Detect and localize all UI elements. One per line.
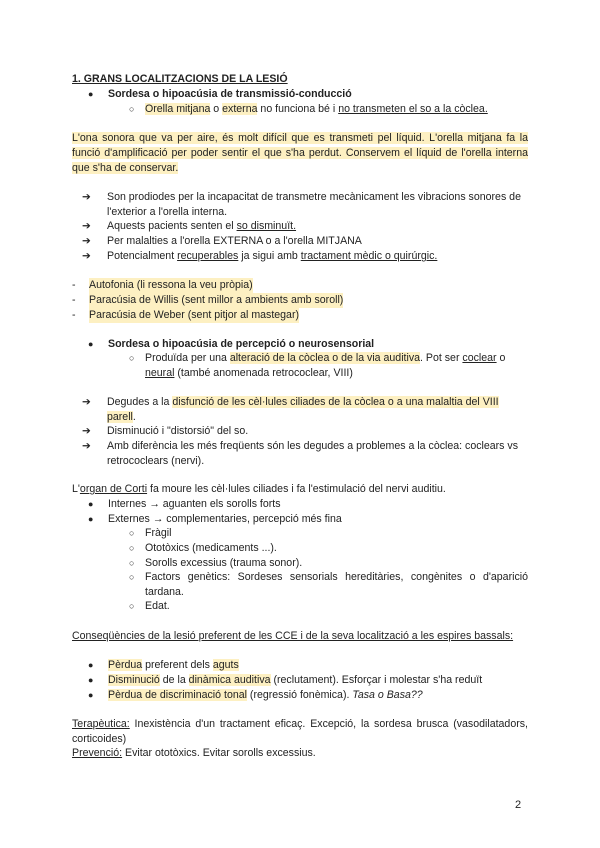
bullet-icon: ● [88, 89, 94, 99]
arrow-item: ➔ Per malalties a l'orella EXTERNA o a l'orella MITJANA [82, 235, 362, 247]
list-item: ○ Produïda per una alteració de la còclea o de la via auditiva. Pot ser coclear o neural (també anomenada retrococlear, VIII) [129, 352, 506, 379]
arrow-item: ➔ Degudes a la disfunció de les cèl·lules ciliades de la còclea o a una malaltia del VIII parell. [82, 396, 499, 423]
list-item: - Autofonia (li ressona la veu pròpia) [72, 279, 253, 291]
arrow-item: ➔ Disminució i "distorsió" del so. [82, 425, 249, 437]
list-item: ○ Fràgil [129, 527, 172, 539]
list-item: ○ Orella mitjana o externa no funciona bé i no transmeten el so a la còclea. [129, 103, 488, 115]
bullet-icon: ● [88, 675, 94, 685]
prevention-paragraph: Prevenció: Evitar ototòxics. Evitar sorolls excessius. [72, 747, 316, 759]
list-item: ● Internes → aguanten els sorolls forts [88, 498, 281, 510]
list-item: ● Disminució de la dinàmica auditiva (reclutament). Esforçar i molestar s'ha reduït [88, 674, 483, 686]
paragraph: L'ona sonora que va per aire, és molt difícil que es transmeti pel líquid. L'orella mitjana fa la funció d'amplificació per poder sentir el que s'ha perdut. Conservem el líquid de l'orella interna que s'ha de conservar. [72, 132, 528, 174]
arrow-item: ➔ Aquests pacients senten el so disminuït. [82, 220, 297, 232]
list-item: ○ Edat. [129, 600, 170, 612]
arrow-icon: ➔ [82, 220, 91, 232]
circle-bullet-icon: ○ [129, 558, 135, 568]
list-item: ● Pèrdua preferent dels aguts [88, 659, 239, 671]
circle-bullet-icon: ○ [129, 543, 135, 553]
circle-bullet-icon: ○ [129, 528, 135, 538]
list-item: - Paracúsia de Weber (sent pitjor al mastegar) [72, 309, 300, 321]
list-item: ○ Sorolls excessius (trauma sonor). [129, 557, 303, 569]
circle-bullet-icon: ○ [129, 601, 135, 611]
list-item: ● Pèrdua de discriminació tonal (regressió fonèmica). Tasa o Basa?? [88, 689, 423, 701]
arrow-icon: ➔ [82, 440, 91, 452]
bullet-icon: ● [88, 339, 94, 349]
arrow-icon: ➔ [82, 191, 91, 203]
circle-bullet-icon: ○ [129, 104, 135, 114]
list-item: ○ Factors genètics: Sordeses sensorials hereditàries, congènites o d'aparició tardana. [129, 571, 528, 598]
dash-icon: - [72, 294, 76, 306]
bullet-icon: ● [88, 690, 94, 700]
bullet-icon: ● [88, 499, 94, 509]
list-item: ● Sordesa o hipoacúsia de transmissió-conducció [88, 88, 352, 100]
arrow-item: ➔ Amb diferència les més freqüents són les degudes a problemes a la còclea: coclears vs retrococlears (nervi). [82, 440, 519, 467]
bullet-icon: ● [88, 514, 94, 524]
list-item: ○ Ototòxics (medicaments ...). [129, 542, 277, 554]
list-item: ● Externes → complementaries, percepció més fina [88, 513, 342, 525]
dash-icon: - [72, 279, 76, 291]
list-item: - Paracúsia de Willis (sent millor a ambients amb soroll) [72, 294, 344, 306]
arrow-item: ➔ Potencialment recuperables ja sigui amb tractament mèdic o quirúrgic. [82, 250, 438, 262]
arrow-icon: ➔ [82, 425, 91, 437]
therapy-paragraph: Terapèutica: Inexistència d'un tractament eficaç. Excepció, la sordesa brusca (vasodilatadors, corticoides) [72, 718, 528, 745]
arrow-icon: ➔ [82, 250, 91, 262]
circle-bullet-icon: ○ [129, 572, 135, 582]
paragraph: L'organ de Corti fa moure les cèl·lules ciliades i fa l'estimulació del nervi auditiu. [72, 483, 446, 495]
consequences-heading: Conseqüències de la lesió preferent de les CCE i de la seva localització a les espires bassals: [72, 630, 514, 642]
page-number: 2 [515, 799, 522, 811]
arrow-icon: ➔ [82, 235, 91, 247]
arrow-icon: ➔ [82, 396, 91, 408]
bullet-icon: ● [88, 660, 94, 670]
arrow-item: ➔ Son prodiodes per la incapacitat de transmetre mecànicament les vibracions sonores de l'exterior a l'orella interna. [82, 191, 521, 218]
section-heading: 1. GRANS LOCALITZACIONS DE LA LESIÓ [72, 73, 288, 85]
list-item: ● Sordesa o hipoacúsia de percepció o neurosensorial [88, 338, 375, 350]
circle-bullet-icon: ○ [129, 353, 135, 363]
dash-icon: - [72, 309, 76, 321]
